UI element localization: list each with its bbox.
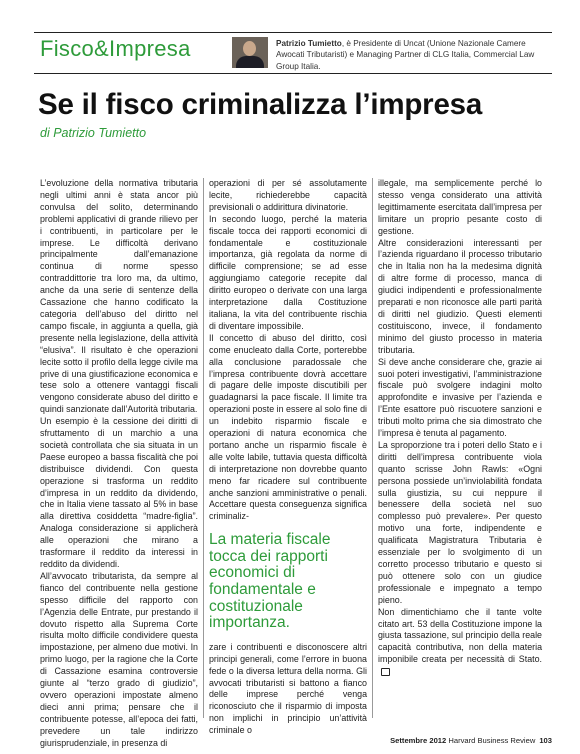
header-top-rule (34, 32, 552, 33)
author-photo (232, 37, 268, 68)
paragraph: Un esempio è la cessione dei diritti di sfruttamento di un marchio a una società controllata che sia situata in un Paese europeo a bassa fiscalità che poi distribuisce dividendi. Con questa operazione si trasforma un reddito d’impresa in un reddito da dividendo, che in Italia viene tassato al 5% in base alla direttiva cosiddetta “madre-figlia”. Analoga considerazione si applicherà alle operazioni che mirano a trasformare il reddito da interessi in reddito da dividendi. (40, 416, 198, 569)
issue-date: Settembre 2012 (390, 736, 447, 745)
column-1 (40, 178, 198, 750)
paragraph: zare i contribuenti e disconoscere altri principi generali, come l’errore in buona fede o la diversa lettura della norma. Gli avvocati tributaristi si battono a fianco delle imprese perché venga riconosciuto che il risparmio di imposta non implichi in principio un’attività criminale o (209, 641, 367, 736)
final-paragraph-text: Non dimentichiamo che il tante volte citato art. 53 della Costituzione impone la giusta tassazione, sul principio della reale capacità contributiva, non della materia imponibile creata per necessità di Stato. (378, 606, 542, 665)
author-bio-text: , è Presidente di Uncat (Unione Nazionale Camere Awocati Tributaristi) e Managing Partner di CLG Italia, Commercial Law Group Italia. (276, 39, 535, 71)
page-number: 103 (539, 736, 552, 745)
paragraph: All’avvocato tributarista, da sempre al fianco del contribuente nella gestione spesso difficile del rapporto con l’Agenzia delle Entrate, pur prestando il dovuto rispetto alla Suprema Corte risulta molto difficile condividere questa impostazione, per almeno due motivi. In primo luogo, per la ragione che la Corte di Cassazione esamina controversie giunte al “terzo grado di giudizio”, ovvero operazioni impostate almeno dieci anni prima; pensare che il contribuente potesse, all’epoca dei fatti, prevedere un tale indirizzo giurisprudenziale, in presenza di (40, 570, 198, 748)
column-3 (378, 178, 542, 678)
column-2 (209, 178, 367, 737)
paragraph: Altre considerazioni interessanti per l’azienda riguardano il processo tributario che in Italia non ha la medesima dignità di altre forme di processo, manca di giudici indipendenti e professionalmente preparati e non riconosce alle parti parità di diritti nel giudizio. Questi elementi costituiscono, invece, il fondamento minimo del giusto processo in materia tributaria. (378, 237, 542, 355)
paragraph: In secondo luogo, perché la materia fiscale tocca dei rapporti economici di fondamentale e costituzionale importanza, già regolata da norme di difficile comprensione; se ad esse aggiungiamo categorie recepite dal diritto europeo o derivate con una larga interpretazione dalla Costituzione italiana, la vita del contribuente rischia di diventare impossibile. (209, 213, 367, 331)
paragraph: illegale, ma semplicemente perché lo stesso venga considerato una attività legittimamente esercitata dall’impresa per limitare un proprio pesante costo di gestione. (378, 178, 542, 236)
section-title: Fisco&Impresa (40, 36, 191, 61)
paragraph: operazioni di per sé assolutamente lecite, richiederebbe capacità previsionali o addirittura divinatorie. (209, 178, 367, 212)
pull-quote: La materia fiscale tocca dei rapporti economici di fondamentale e costituzionale importanza. (209, 531, 331, 632)
paragraph: Si deve anche considerare che, grazie ai suoi poteri investigativi, l’amministrazione fiscale può svolgere indagini molto approfondite e invasive per l’azienda e l’Ente esattore può riscuotere sanzioni e tributi molto prima che sia dimostrato che l’impresa è tenuta al pagamento. (378, 356, 542, 439)
end-of-article-icon (381, 668, 390, 676)
paragraph: La sproporzione tra i poteri dello Stato e i diritti dell’impresa contribuente viola quanto scrisse John Rawls: «Ogni persona possiede un’inviolabilità fondata sulla giustizia, su cui neppure il benessere della società nel suo complesso può prevalere». Per questo motivo una forte, indipendente e qualificata Magistratura Tributaria è essenziale per lo svolgimento di un corretto processo tributario e questo si può ottenere solo con un giudice professionale e impegnato a tempo pieno. (378, 439, 542, 605)
header-bottom-rule (34, 73, 552, 74)
article-byline: di Patrizio Tumietto (40, 126, 147, 140)
paragraph (378, 607, 542, 678)
article-title: Se il fisco criminalizza l’impresa (38, 88, 483, 121)
author-name: Patrizio Tumietto (276, 39, 342, 48)
column-divider (203, 178, 204, 718)
magazine-name: Harvard Business Review (448, 736, 536, 745)
paragraph: L’evoluzione della normativa tributaria negli ultimi anni è stata ancor più convulsa del solito, determinando problemi applicativi di grande rilievo per i contribuenti, in particolare per le imprese. Le difficoltà derivano principalmente dall’emanazione continua di norme spesso contraddittorie tra loro ma, da ultimo, anche da una serie di sentenze della Cassazione che hanno codificato la categoria dell’abuso del diritto nel campo fiscale, in aggiunta a quella, già presente nella legislazione, della attività “elusiva”. Il risultato è che operazioni lecite sotto il profilo della legge civile ma prive di una giustificazione economica e tese solo a ottenere vantaggi fiscali vengono considerate abuso del diritto e quindi sanzionate dall’Autorità tributaria. (40, 178, 198, 415)
page-footer (390, 736, 552, 745)
paragraph: Il concetto di abuso del diritto, così come enucleato dalla Corte, porterebbe alla conclusione paradossale che l’impresa contribuente dovrà accettare di pagare delle imposte discutibili per guadagnarsi la pace fiscale. Il limite tra operazioni poste in essere al solo fine di un indebito risparmio fiscale e operazioni di natura economica che portano anche un risparmio fiscale è alle volte labile, tuttavia questa difficoltà di interpretazione non dovrebbe quanto meno far ricadere sul contribuente anche sanzioni amministrative o penali. Accettare questa conseguenza significa criminaliz- (209, 332, 367, 522)
author-bio (276, 38, 548, 72)
column-divider (372, 178, 373, 718)
